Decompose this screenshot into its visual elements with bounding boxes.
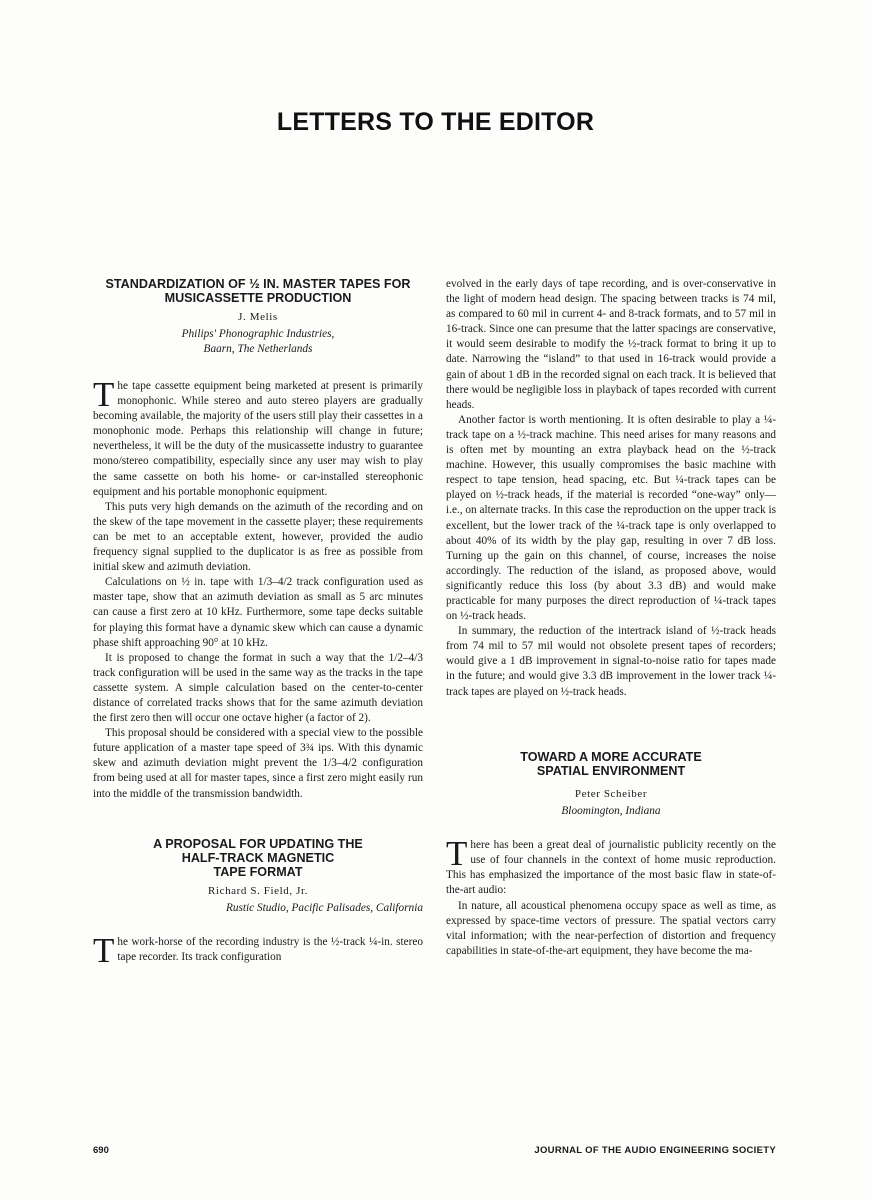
article-author: Richard S. Field, Jr.	[208, 884, 308, 897]
article-affiliation: Bloomington, Indiana	[561, 804, 661, 817]
heading-line: SPATIAL ENVIRONMENT	[536, 763, 686, 778]
drop-cap: T	[446, 834, 468, 874]
article-paragraph	[446, 834, 776, 898]
article-paragraph: This proposal should be considered with a special view to the possible future application of a master tape speed of 3¾ ips. With this dynamic skew and azimuth deviation might prevent the 1/3–4/2 configuration from being used at all for master tapes, since a first zero might easily run into the middle of the transmission bandwidth.	[93, 727, 423, 800]
heading-line: HALF-TRACK MAGNETIC	[181, 850, 335, 865]
article-paragraph: In nature, all acoustical phenomena occupy space as well as time, as expressed by space-time vectors of pressure. The spatial vectors carry vital information; with the near-perfection of distortion and frequency capabilities in state-of-the-art equipment, they have become the ma-	[446, 899, 776, 957]
article-affiliation: Rustic Studio, Pacific Palisades, California	[225, 901, 423, 914]
article-paragraph: Calculations on ½ in. tape with 1/3–4/2 track configuration used as master tape, show that an azimuth deviation as small as 5 arc minutes can cause a first zero at 10 kHz. Furthermore, some tape decks suitable for playing this format have a dynamic skew which can cause a dynamic phase shift approaching 90° at 10 kHz.	[93, 576, 423, 649]
heading-line: A PROPOSAL FOR UPDATING THE	[153, 836, 363, 851]
article-paragraph: evolved in the early days of tape recording, and is over-conservative in the light of modern head design. The spacing between tracks is 74 mil, as compared to 60 mil in current 4- and 8-track formats, and to 57 mil in 16-track. Since one can presume that the latter spacings are conservative, it would seem desirable to modify the ½-track format to bring it up to date. Narrowing the “island” to that used in 16-track would provide a gain of about 1 dB in the recorded signal on each track. It is believed that there would be negligible loss in playback of tapes recorded with current heads.	[446, 278, 776, 411]
page-title: LETTERS TO THE EDITOR	[276, 108, 595, 136]
drop-cap: T	[93, 375, 115, 414]
left-column	[93, 277, 423, 981]
heading-line: TOWARD A MORE ACCURATE	[520, 749, 702, 764]
article-paragraph: Another factor is worth mentioning. It is often desirable to play a ¼-track tape on a ½-track machine. This need arises for many reasons and is often met by mounting an extra playback head on the ½-track machine. However, this usually compromises the basic machine with respect to tape tension, head spacing, etc. But ¼-track tapes can be played on ½-track heads, if the material is recorded “one-way” only—i.e., on alternate tracks. In this case the reproduction on the upper track is excellent, but the lower track of the ¼-track tape is only overlapped to about 40% of its width by the play gap, resulting in over 7 dB loss. Turning up the gain on this channel, of course, increases the noise accordingly. The reduction of the island, as proposed above, would significantly reduce this loss (by about 3.3 dB) and would make practicable for many purposes the direct reproduction of ¼-track tapes on ½-track heads.	[446, 413, 776, 623]
heading-line: TAPE FORMAT	[213, 864, 303, 879]
article-author: Peter Scheiber	[574, 787, 648, 800]
article-heading	[93, 837, 423, 879]
page-number: 690	[93, 1145, 109, 1156]
journal-name: JOURNAL OF THE AUDIO ENGINEERING SOCIETY	[534, 1145, 776, 1156]
article-paragraph: In summary, the reduction of the intertrack island of ½-track heads from 74 mil to 57 mil would not obsolete present tapes of recorders; would give a 1 dB improvement in signal-to-noise ratio for tapes made in the future; and would give 3.3 dB improvement in the lower track ¼-track tapes are played on ½-track heads.	[446, 625, 776, 698]
affiliation-line: Philips' Phonographic Industries,	[181, 328, 335, 340]
article-heading	[446, 750, 776, 778]
paragraph-text: he work-horse of the recording industry is the ½-track ¼-in. stereo tape recorder. Its track configuration	[117, 936, 423, 964]
article-author: J. Melis	[238, 311, 278, 323]
article-paragraph: It is proposed to change the format in such a way that the 1/2–4/3 track configuration will be used in the same way as the tracks in the tape cassette system. A simple calculation based on the center-to-center distance of correlated tracks shows that for the same azimuth deviation the first zero then will occur one octave higher (a factor of 2).	[93, 651, 423, 725]
affiliation-line: Baarn, The Netherlands	[203, 342, 313, 355]
article-heading: STANDARDIZATION OF ½ IN. MASTER TAPES FOR MUSICASSETTE PRODUCTION	[105, 277, 411, 305]
drop-cap: T	[93, 935, 115, 971]
article-paragraph	[93, 935, 423, 981]
paragraph-text: he tape cassette equipment being marketed at present is primarily monophonic. While stereo and auto stereo players are gradually becoming available, the majority of the users still play their cassettes in a monophonic mode. Perhaps this relationship will change in future; nevertheless, it will be the duty of the musicassette industry to guarantee mono/stereo compatibility, especially since any user may wish to play the same cassette on both his home- or car-installed stereophonic equipment and his portable monophonic equipment.	[93, 380, 423, 498]
article-paragraph: This puts very high demands on the azimuth of the recording and on the skew of the tape movement in the cassette player; these requirements can be met to an acceptable extent, however, provided the audio frequency signal supplied to the duplicator is as free as possible from initial skew and azimuth deviation.	[93, 500, 423, 574]
article-affiliation	[93, 327, 423, 356]
right-column	[446, 277, 776, 959]
article-paragraph	[93, 375, 423, 500]
paragraph-text: here has been a great deal of journalistic publicity recently on the use of four channels in the context of home music reproduction. This has emphasized the importance of the most basic flaw in state-of-the-art audio:	[446, 839, 776, 897]
